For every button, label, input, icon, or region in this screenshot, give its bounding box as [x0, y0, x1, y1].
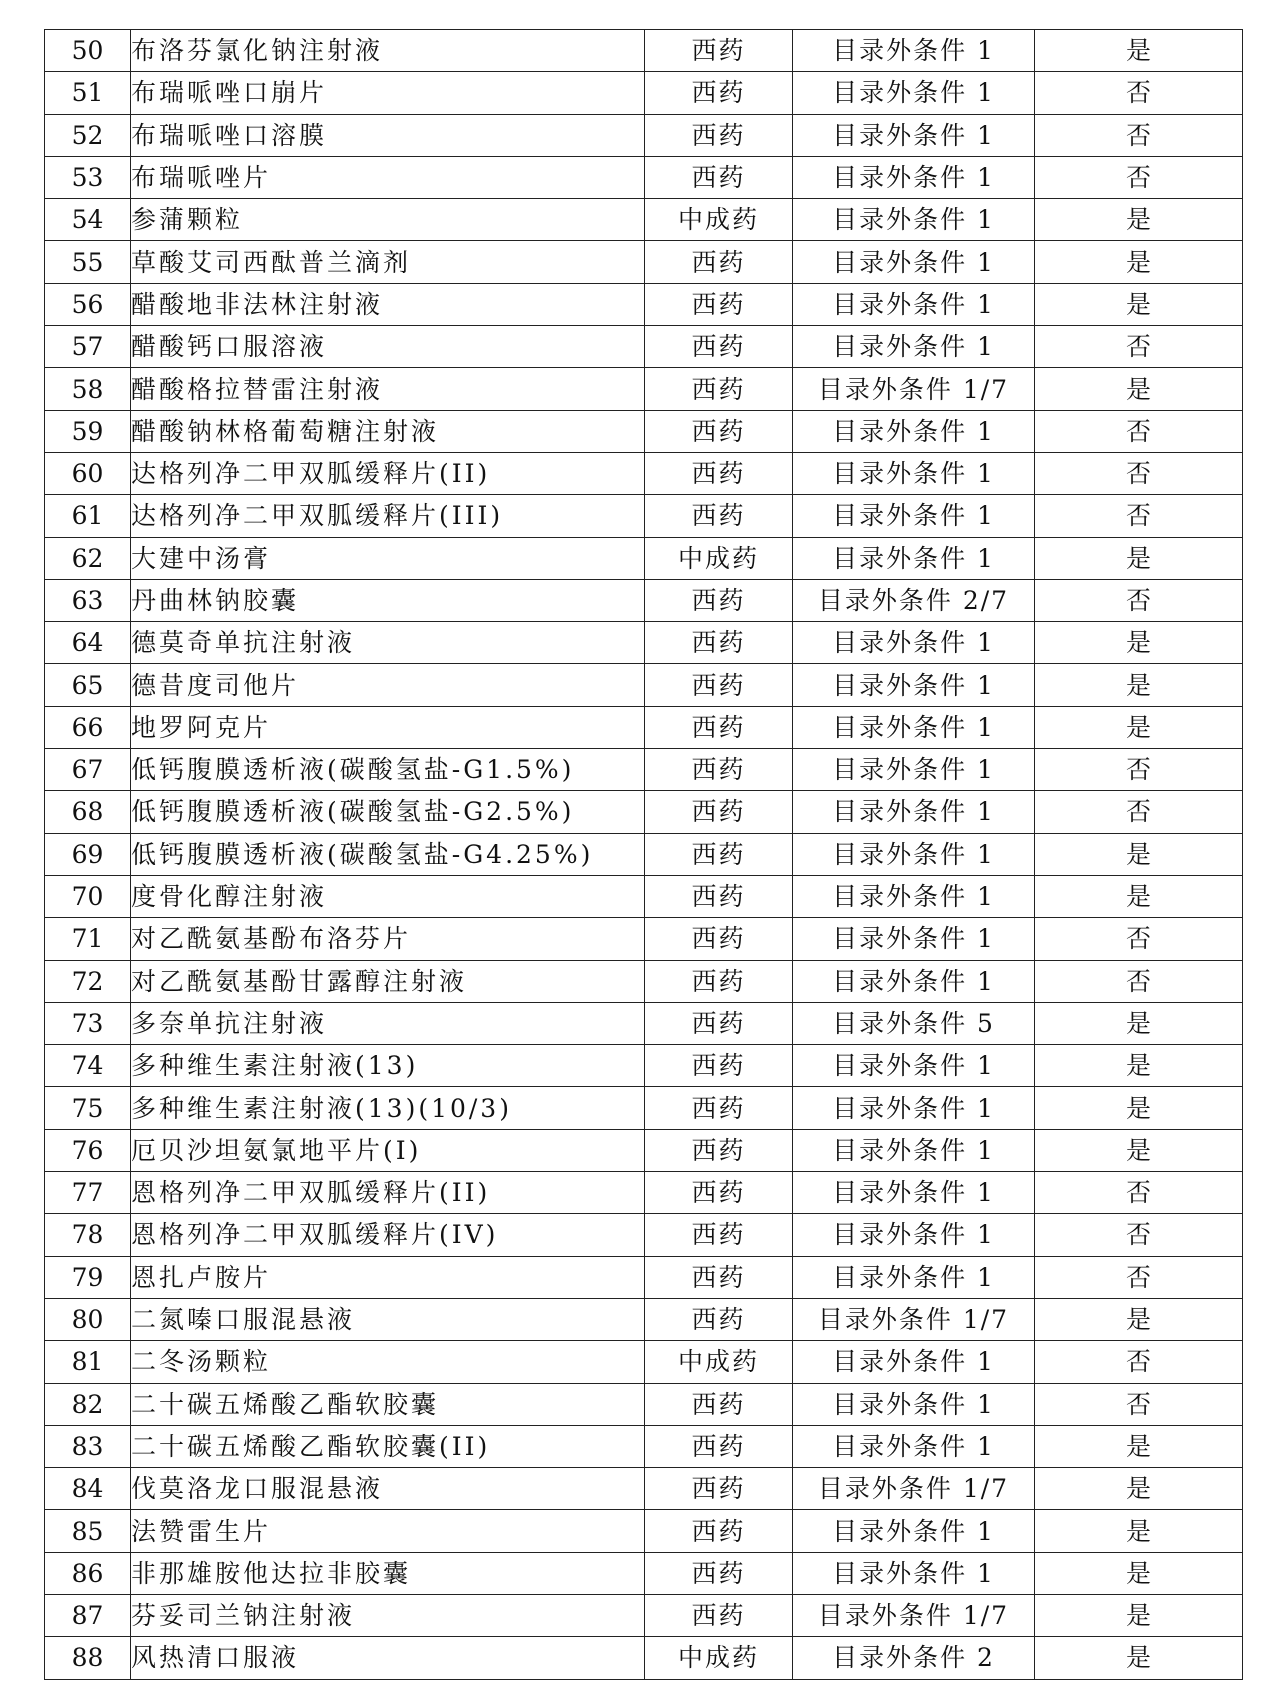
flag-cell: 否: [1035, 1172, 1243, 1214]
drug-type-cell: 西药: [645, 114, 793, 156]
row-number-cell: 54: [45, 199, 131, 241]
condition-cell: 目录外条件 1: [793, 283, 1035, 325]
condition-cell: 目录外条件 1: [793, 114, 1035, 156]
drug-type-cell: 西药: [645, 1510, 793, 1552]
drug-name-cell: 二十碳五烯酸乙酯软胶囊: [131, 1383, 645, 1425]
condition-cell: 目录外条件 1: [793, 664, 1035, 706]
drug-name-cell: 丹曲林钠胶囊: [131, 579, 645, 621]
table-row: [45, 622, 1243, 664]
table-row: [45, 579, 1243, 621]
table-row: [45, 1172, 1243, 1214]
row-number-cell: 81: [45, 1341, 131, 1383]
flag-cell: 否: [1035, 1383, 1243, 1425]
row-number-cell: 55: [45, 241, 131, 283]
drug-type-cell: 西药: [645, 579, 793, 621]
table-row: [45, 1298, 1243, 1340]
drug-name-cell: 芬妥司兰钠注射液: [131, 1594, 645, 1636]
flag-cell: 否: [1035, 579, 1243, 621]
table-row: [45, 326, 1243, 368]
flag-cell: 否: [1035, 156, 1243, 198]
drug-name-cell: 伐莫洛龙口服混悬液: [131, 1468, 645, 1510]
table-row: [45, 156, 1243, 198]
drug-type-cell: 中成药: [645, 1637, 793, 1679]
drug-name-cell: 低钙腹膜透析液(碳酸氢盐-G4.25%): [131, 833, 645, 875]
drug-name-cell: 达格列净二甲双胍缓释片(II): [131, 452, 645, 494]
condition-cell: 目录外条件 1: [793, 833, 1035, 875]
table-row: [45, 1637, 1243, 1679]
drug-name-cell: 度骨化醇注射液: [131, 875, 645, 917]
condition-cell: 目录外条件 1/7: [793, 1594, 1035, 1636]
condition-cell: 目录外条件 1: [793, 30, 1035, 72]
table-row: [45, 30, 1243, 72]
drug-name-cell: 多种维生素注射液(13): [131, 1045, 645, 1087]
drug-name-cell: 大建中汤膏: [131, 537, 645, 579]
drug-type-cell: 西药: [645, 72, 793, 114]
row-number-cell: 87: [45, 1594, 131, 1636]
flag-cell: 否: [1035, 1256, 1243, 1298]
flag-cell: 是: [1035, 1298, 1243, 1340]
drug-name-cell: 参蒲颗粒: [131, 199, 645, 241]
condition-cell: 目录外条件 1: [793, 1256, 1035, 1298]
drug-type-cell: 西药: [645, 1087, 793, 1129]
row-number-cell: 61: [45, 495, 131, 537]
condition-cell: 目录外条件 1/7: [793, 368, 1035, 410]
flag-cell: 是: [1035, 283, 1243, 325]
row-number-cell: 76: [45, 1129, 131, 1171]
condition-cell: 目录外条件 1: [793, 537, 1035, 579]
flag-cell: 否: [1035, 326, 1243, 368]
flag-cell: 是: [1035, 1045, 1243, 1087]
flag-cell: 是: [1035, 1552, 1243, 1594]
row-number-cell: 79: [45, 1256, 131, 1298]
drug-type-cell: 西药: [645, 1594, 793, 1636]
drug-type-cell: 西药: [645, 918, 793, 960]
table-row: [45, 410, 1243, 452]
row-number-cell: 68: [45, 791, 131, 833]
table-row: [45, 1425, 1243, 1467]
condition-cell: 目录外条件 1: [793, 452, 1035, 494]
flag-cell: 是: [1035, 241, 1243, 283]
drug-type-cell: 西药: [645, 1172, 793, 1214]
row-number-cell: 72: [45, 960, 131, 1002]
flag-cell: 是: [1035, 706, 1243, 748]
flag-cell: 是: [1035, 1002, 1243, 1044]
flag-cell: 否: [1035, 918, 1243, 960]
drug-name-cell: 醋酸钠林格葡萄糖注射液: [131, 410, 645, 452]
flag-cell: 是: [1035, 875, 1243, 917]
row-number-cell: 52: [45, 114, 131, 156]
drug-type-cell: 西药: [645, 241, 793, 283]
row-number-cell: 80: [45, 1298, 131, 1340]
table-row: [45, 1256, 1243, 1298]
table-row: [45, 1594, 1243, 1636]
row-number-cell: 57: [45, 326, 131, 368]
row-number-cell: 59: [45, 410, 131, 452]
flag-cell: 是: [1035, 1087, 1243, 1129]
condition-cell: 目录外条件 1: [793, 875, 1035, 917]
drug-name-cell: 多种维生素注射液(13)(10/3): [131, 1087, 645, 1129]
condition-cell: 目录外条件 1: [793, 241, 1035, 283]
drug-name-cell: 多奈单抗注射液: [131, 1002, 645, 1044]
table-row: [45, 1087, 1243, 1129]
flag-cell: 是: [1035, 1594, 1243, 1636]
row-number-cell: 78: [45, 1214, 131, 1256]
condition-cell: 目录外条件 2: [793, 1637, 1035, 1679]
drug-type-cell: 西药: [645, 283, 793, 325]
drug-type-cell: 中成药: [645, 1341, 793, 1383]
drug-name-cell: 布瑞哌唑片: [131, 156, 645, 198]
row-number-cell: 67: [45, 749, 131, 791]
flag-cell: 否: [1035, 1214, 1243, 1256]
condition-cell: 目录外条件 5: [793, 1002, 1035, 1044]
drug-type-cell: 西药: [645, 1256, 793, 1298]
table-row: [45, 1383, 1243, 1425]
condition-cell: 目录外条件 1: [793, 1087, 1035, 1129]
table-row: [45, 706, 1243, 748]
table-row: [45, 537, 1243, 579]
row-number-cell: 63: [45, 579, 131, 621]
table-row: [45, 1045, 1243, 1087]
drug-name-cell: 醋酸格拉替雷注射液: [131, 368, 645, 410]
row-number-cell: 65: [45, 664, 131, 706]
table-row: [45, 791, 1243, 833]
drug-type-cell: 西药: [645, 1002, 793, 1044]
table-row: [45, 368, 1243, 410]
drug-type-cell: 西药: [645, 1468, 793, 1510]
flag-cell: 是: [1035, 1425, 1243, 1467]
condition-cell: 目录外条件 1: [793, 156, 1035, 198]
table-row: [45, 960, 1243, 1002]
condition-cell: 目录外条件 1: [793, 960, 1035, 1002]
condition-cell: 目录外条件 1: [793, 1172, 1035, 1214]
table-row: [45, 1341, 1243, 1383]
condition-cell: 目录外条件 1: [793, 791, 1035, 833]
condition-cell: 目录外条件 1: [793, 1045, 1035, 1087]
flag-cell: 是: [1035, 1637, 1243, 1679]
drug-name-cell: 达格列净二甲双胍缓释片(III): [131, 495, 645, 537]
condition-cell: 目录外条件 1: [793, 1341, 1035, 1383]
row-number-cell: 64: [45, 622, 131, 664]
drug-name-cell: 二冬汤颗粒: [131, 1341, 645, 1383]
drug-type-cell: 西药: [645, 1383, 793, 1425]
drug-name-cell: 德莫奇单抗注射液: [131, 622, 645, 664]
table-row: [45, 1552, 1243, 1594]
drug-type-cell: 西药: [645, 749, 793, 791]
condition-cell: 目录外条件 1/7: [793, 1298, 1035, 1340]
row-number-cell: 88: [45, 1637, 131, 1679]
drug-type-cell: 西药: [645, 30, 793, 72]
drug-type-cell: 西药: [645, 791, 793, 833]
drug-name-cell: 布瑞哌唑口溶膜: [131, 114, 645, 156]
row-number-cell: 70: [45, 875, 131, 917]
drug-type-cell: 西药: [645, 875, 793, 917]
drug-name-cell: 草酸艾司西酞普兰滴剂: [131, 241, 645, 283]
drug-name-cell: 布洛芬氯化钠注射液: [131, 30, 645, 72]
table-row: [45, 1002, 1243, 1044]
flag-cell: 否: [1035, 114, 1243, 156]
condition-cell: 目录外条件 1: [793, 326, 1035, 368]
table-row: [45, 664, 1243, 706]
table-row: [45, 1214, 1243, 1256]
drug-name-cell: 布瑞哌唑口崩片: [131, 72, 645, 114]
drug-list-table: [44, 29, 1243, 1680]
flag-cell: 否: [1035, 791, 1243, 833]
table-row: [45, 1468, 1243, 1510]
drug-type-cell: 西药: [645, 1298, 793, 1340]
drug-name-cell: 地罗阿克片: [131, 706, 645, 748]
flag-cell: 是: [1035, 1510, 1243, 1552]
drug-type-cell: 西药: [645, 156, 793, 198]
condition-cell: 目录外条件 1: [793, 1510, 1035, 1552]
row-number-cell: 71: [45, 918, 131, 960]
drug-type-cell: 西药: [645, 326, 793, 368]
row-number-cell: 53: [45, 156, 131, 198]
condition-cell: 目录外条件 1: [793, 72, 1035, 114]
flag-cell: 否: [1035, 960, 1243, 1002]
table-row: [45, 918, 1243, 960]
row-number-cell: 82: [45, 1383, 131, 1425]
drug-type-cell: 西药: [645, 452, 793, 494]
flag-cell: 是: [1035, 537, 1243, 579]
drug-name-cell: 醋酸地非法林注射液: [131, 283, 645, 325]
condition-cell: 目录外条件 1: [793, 1383, 1035, 1425]
drug-name-cell: 风热清口服液: [131, 1637, 645, 1679]
row-number-cell: 74: [45, 1045, 131, 1087]
drug-name-cell: 对乙酰氨基酚布洛芬片: [131, 918, 645, 960]
flag-cell: 否: [1035, 1341, 1243, 1383]
row-number-cell: 83: [45, 1425, 131, 1467]
row-number-cell: 51: [45, 72, 131, 114]
row-number-cell: 84: [45, 1468, 131, 1510]
condition-cell: 目录外条件 1: [793, 749, 1035, 791]
flag-cell: 否: [1035, 495, 1243, 537]
table-row: [45, 199, 1243, 241]
drug-name-cell: 法赞雷生片: [131, 1510, 645, 1552]
flag-cell: 否: [1035, 749, 1243, 791]
condition-cell: 目录外条件 1: [793, 1552, 1035, 1594]
condition-cell: 目录外条件 1/7: [793, 1468, 1035, 1510]
drug-name-cell: 恩格列净二甲双胍缓释片(IV): [131, 1214, 645, 1256]
drug-type-cell: 西药: [645, 960, 793, 1002]
drug-name-cell: 醋酸钙口服溶液: [131, 326, 645, 368]
drug-type-cell: 西药: [645, 622, 793, 664]
flag-cell: 是: [1035, 30, 1243, 72]
drug-name-cell: 德昔度司他片: [131, 664, 645, 706]
condition-cell: 目录外条件 1: [793, 706, 1035, 748]
drug-type-cell: 西药: [645, 1214, 793, 1256]
drug-name-cell: 厄贝沙坦氨氯地平片(I): [131, 1129, 645, 1171]
row-number-cell: 77: [45, 1172, 131, 1214]
row-number-cell: 85: [45, 1510, 131, 1552]
table-row: [45, 833, 1243, 875]
table-body: [45, 30, 1243, 1680]
flag-cell: 是: [1035, 833, 1243, 875]
condition-cell: 目录外条件 2/7: [793, 579, 1035, 621]
table-row: [45, 241, 1243, 283]
table-row: [45, 495, 1243, 537]
drug-type-cell: 西药: [645, 706, 793, 748]
drug-type-cell: 西药: [645, 1129, 793, 1171]
flag-cell: 是: [1035, 664, 1243, 706]
table-row: [45, 114, 1243, 156]
drug-name-cell: 二十碳五烯酸乙酯软胶囊(II): [131, 1425, 645, 1467]
condition-cell: 目录外条件 1: [793, 1214, 1035, 1256]
flag-cell: 是: [1035, 1468, 1243, 1510]
drug-type-cell: 西药: [645, 1425, 793, 1467]
condition-cell: 目录外条件 1: [793, 918, 1035, 960]
condition-cell: 目录外条件 1: [793, 1129, 1035, 1171]
flag-cell: 是: [1035, 1129, 1243, 1171]
table-row: [45, 283, 1243, 325]
drug-type-cell: 西药: [645, 1552, 793, 1594]
drug-type-cell: 中成药: [645, 199, 793, 241]
row-number-cell: 56: [45, 283, 131, 325]
condition-cell: 目录外条件 1: [793, 622, 1035, 664]
flag-cell: 是: [1035, 199, 1243, 241]
drug-type-cell: 西药: [645, 833, 793, 875]
drug-type-cell: 西药: [645, 495, 793, 537]
row-number-cell: 75: [45, 1087, 131, 1129]
drug-type-cell: 西药: [645, 410, 793, 452]
row-number-cell: 69: [45, 833, 131, 875]
row-number-cell: 50: [45, 30, 131, 72]
drug-name-cell: 恩扎卢胺片: [131, 1256, 645, 1298]
condition-cell: 目录外条件 1: [793, 1425, 1035, 1467]
row-number-cell: 58: [45, 368, 131, 410]
condition-cell: 目录外条件 1: [793, 410, 1035, 452]
row-number-cell: 73: [45, 1002, 131, 1044]
row-number-cell: 60: [45, 452, 131, 494]
flag-cell: 是: [1035, 368, 1243, 410]
drug-name-cell: 对乙酰氨基酚甘露醇注射液: [131, 960, 645, 1002]
condition-cell: 目录外条件 1: [793, 495, 1035, 537]
flag-cell: 否: [1035, 452, 1243, 494]
drug-name-cell: 恩格列净二甲双胍缓释片(II): [131, 1172, 645, 1214]
table-row: [45, 1510, 1243, 1552]
flag-cell: 否: [1035, 410, 1243, 452]
drug-type-cell: 西药: [645, 368, 793, 410]
drug-type-cell: 中成药: [645, 537, 793, 579]
table-row: [45, 875, 1243, 917]
table-row: [45, 1129, 1243, 1171]
row-number-cell: 86: [45, 1552, 131, 1594]
table-row: [45, 72, 1243, 114]
drug-type-cell: 西药: [645, 664, 793, 706]
table-row: [45, 452, 1243, 494]
drug-type-cell: 西药: [645, 1045, 793, 1087]
drug-name-cell: 低钙腹膜透析液(碳酸氢盐-G2.5%): [131, 791, 645, 833]
condition-cell: 目录外条件 1: [793, 199, 1035, 241]
flag-cell: 是: [1035, 622, 1243, 664]
table-row: [45, 749, 1243, 791]
drug-name-cell: 二氮嗪口服混悬液: [131, 1298, 645, 1340]
drug-name-cell: 非那雄胺他达拉非胶囊: [131, 1552, 645, 1594]
drug-name-cell: 低钙腹膜透析液(碳酸氢盐-G1.5%): [131, 749, 645, 791]
row-number-cell: 66: [45, 706, 131, 748]
row-number-cell: 62: [45, 537, 131, 579]
flag-cell: 否: [1035, 72, 1243, 114]
